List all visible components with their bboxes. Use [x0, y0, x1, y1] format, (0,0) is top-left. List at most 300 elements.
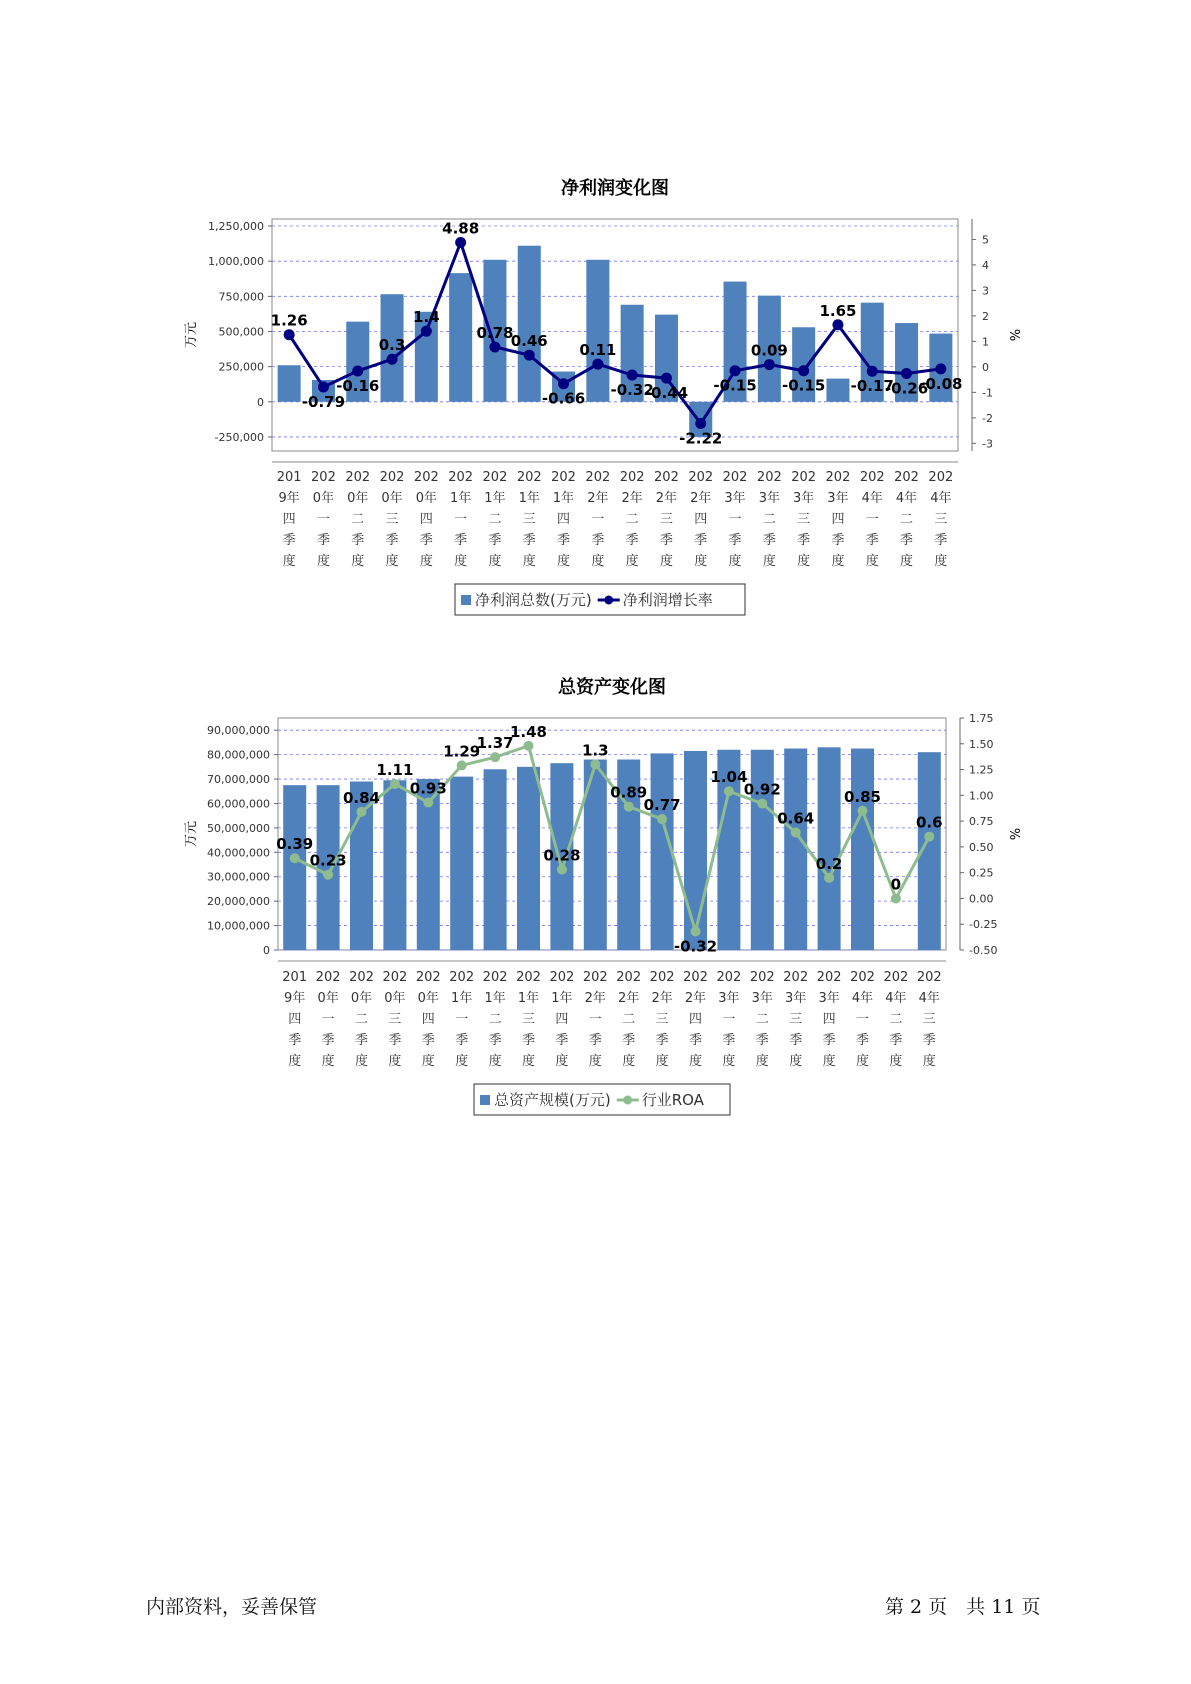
category-label: 2年: [618, 991, 640, 1006]
y2-axis-label: %: [1006, 827, 1021, 841]
category-label: 四: [688, 1012, 703, 1027]
category-label: 202: [311, 470, 336, 485]
category-label: 4年: [930, 491, 952, 506]
right-tick-label: 0: [982, 360, 989, 374]
left-tick-label: 60,000,000: [207, 797, 270, 811]
category-label: 季: [755, 1033, 769, 1048]
profit-point-18: [901, 368, 912, 379]
category-label: 1年: [551, 991, 573, 1006]
assets-data-label: 1.37: [476, 734, 514, 753]
chart-title: 总资产变化图: [558, 677, 666, 698]
category-label: 一: [454, 512, 468, 527]
category-label: 季: [288, 1033, 302, 1048]
category-label: 202: [382, 970, 408, 985]
category-label: 度: [321, 1054, 335, 1069]
legend-bar-label: 总资产规模(万元): [494, 1091, 611, 1109]
category-label: 202: [616, 970, 642, 985]
profit-bar-9: [586, 260, 609, 402]
category-label: 度: [588, 1054, 602, 1069]
category-label: 0年: [415, 491, 437, 506]
category-label: 1年: [484, 991, 506, 1006]
category-label: 度: [385, 554, 399, 569]
category-label: 202: [883, 970, 909, 985]
category-label: 度: [789, 1054, 803, 1069]
assets-point-7: [524, 741, 534, 751]
assets-point-18: [891, 893, 901, 903]
plot-area: [272, 219, 958, 451]
category-label: 度: [688, 1054, 703, 1069]
category-label: 度: [288, 1054, 302, 1069]
category-label: 二: [354, 1012, 369, 1027]
category-label: 季: [316, 533, 330, 548]
right-tick-label: 1: [982, 335, 989, 349]
profit-bar-16: [826, 379, 849, 402]
category-label: 三: [521, 1012, 536, 1027]
assets-data-label: 1.3: [582, 741, 609, 760]
profit-point-3: [387, 354, 398, 365]
profit-bar-7: [518, 246, 541, 402]
category-label: 季: [351, 533, 365, 548]
assets-point-8: [557, 865, 567, 875]
category-label: 度: [454, 554, 468, 569]
left-tick-label: 0: [257, 395, 264, 409]
category-label: 202: [894, 470, 919, 485]
category-label: 度: [755, 1054, 769, 1069]
left-tick-label: 250,000: [218, 360, 264, 374]
category-label: 二: [900, 512, 914, 527]
category-label: 四: [557, 512, 571, 527]
category-label: 一: [591, 512, 605, 527]
category-label: 一: [455, 1012, 469, 1027]
category-label: 季: [694, 533, 708, 548]
profit-data-label: 1.26: [270, 311, 308, 330]
category-label: 二: [889, 1012, 903, 1027]
assets-bar-6: [484, 769, 507, 950]
profit-data-label: 0.3: [378, 336, 406, 355]
profit-bar-5: [449, 273, 472, 402]
profit-data-label: 0.78: [476, 323, 514, 342]
category-label: 1年: [484, 491, 506, 506]
category-label: 度: [762, 554, 776, 569]
left-tick-label: 80,000,000: [207, 748, 270, 762]
assets-point-12: [691, 926, 701, 936]
category-label: 202: [850, 970, 875, 985]
category-label: 二: [622, 1012, 636, 1027]
assets-point-13: [724, 786, 734, 796]
assets-point-9: [590, 759, 600, 769]
category-label: 1年: [552, 491, 575, 506]
category-label: 202: [516, 470, 542, 485]
category-label: 一: [588, 1012, 602, 1027]
category-label: 202: [716, 970, 742, 985]
category-label: 季: [789, 1033, 803, 1048]
category-label: 3年: [793, 491, 815, 506]
category-label: 3年: [751, 991, 773, 1006]
category-label: 季: [521, 1033, 536, 1048]
category-label: 四: [282, 512, 296, 527]
right-tick-label: 2: [982, 309, 989, 323]
right-tick-label: -0.50: [969, 944, 998, 957]
category-label: 季: [762, 533, 776, 548]
assets-data-label: 0.84: [342, 788, 381, 807]
category-label: 季: [588, 1033, 602, 1048]
category-label: 度: [865, 554, 879, 569]
category-label: 4年: [885, 991, 907, 1006]
left-tick-label: 750,000: [218, 290, 264, 304]
category-label: 202: [756, 470, 782, 485]
y2-axis-label: %: [1006, 328, 1021, 342]
right-tick-label: 1.75: [969, 712, 994, 725]
right-tick-label: 1.25: [969, 763, 994, 777]
right-tick-label: 4: [982, 258, 989, 272]
category-label: 季: [622, 1033, 636, 1048]
assets-bar-7: [517, 767, 540, 950]
category-label: 季: [922, 1033, 936, 1048]
category-label: 2年: [651, 991, 673, 1006]
assets-point-5: [457, 760, 467, 770]
category-label: 度: [316, 554, 330, 569]
right-tick-label: 3: [982, 284, 989, 298]
profit-data-label: -0.08: [919, 374, 963, 393]
plot-area: [278, 718, 946, 950]
right-tick-label: 5: [982, 233, 989, 247]
category-label: 3年: [818, 991, 840, 1006]
category-label: 2年: [584, 991, 606, 1006]
category-label: 季: [488, 533, 502, 548]
category-label: 9年: [278, 491, 300, 506]
left-tick-label: 10,000,000: [207, 919, 270, 933]
category-label: 三: [385, 512, 399, 527]
profit-data-label: -0.15: [782, 376, 826, 395]
category-label: 度: [388, 1054, 402, 1069]
category-label: 度: [555, 1054, 569, 1069]
category-label: 季: [388, 1033, 402, 1048]
category-label: 度: [900, 554, 914, 569]
footer-confidential: 内部资料，妥善保管: [146, 1596, 318, 1618]
category-label: 一: [728, 512, 742, 527]
category-label: 3年: [724, 491, 746, 506]
category-label: 一: [722, 1012, 736, 1027]
legend-line-label: 行业ROA: [641, 1091, 704, 1109]
profit-data-label: 1.65: [819, 301, 857, 320]
profit-point-1: [318, 382, 329, 393]
category-label: 季: [455, 1033, 469, 1048]
profit-data-label: -0.44: [644, 384, 689, 403]
category-label: 202: [482, 470, 508, 485]
profit-data-label: -2.22: [679, 429, 723, 448]
category-label: 4年: [918, 991, 940, 1006]
category-label: 202: [482, 970, 508, 985]
category-label: 2年: [684, 991, 707, 1006]
category-label: 季: [488, 1033, 502, 1048]
right-tick-label: 0.00: [969, 892, 994, 906]
category-label: 季: [900, 533, 914, 548]
assets-point-16: [824, 873, 834, 883]
category-label: 度: [797, 554, 811, 569]
category-label: 三: [789, 1012, 803, 1027]
category-label: 9年: [284, 991, 306, 1006]
category-label: 0年: [312, 491, 335, 506]
category-label: 201: [282, 970, 308, 985]
profit-data-label: -0.16: [336, 376, 380, 395]
category-label: 季: [522, 533, 536, 548]
left-tick-label: 40,000,000: [207, 846, 270, 860]
profit-point-15: [798, 365, 809, 376]
profit-point-10: [627, 370, 638, 381]
category-label: 季: [321, 1033, 335, 1048]
category-label: 一: [321, 1012, 335, 1027]
assets-bar-15: [784, 749, 807, 950]
category-label: 0年: [350, 991, 373, 1006]
category-label: 季: [728, 533, 742, 548]
profit-point-8: [558, 378, 569, 389]
category-label: 度: [622, 1054, 636, 1069]
assets-point-14: [757, 799, 767, 809]
assets-point-17: [858, 806, 868, 816]
category-label: 季: [421, 1033, 435, 1048]
category-label: 季: [822, 1033, 836, 1048]
category-label: 一: [855, 1012, 870, 1027]
assets-point-11: [657, 814, 667, 824]
category-label: 0年: [384, 991, 406, 1006]
category-label: 二: [351, 512, 365, 527]
category-label: 202: [825, 470, 851, 485]
profit-data-label: -0.15: [713, 376, 757, 395]
profit-point-9: [592, 359, 603, 370]
profit-point-19: [935, 363, 946, 374]
category-label: 202: [791, 470, 817, 485]
assets-data-label: 0.2: [815, 854, 843, 873]
category-label: 季: [354, 1033, 369, 1048]
right-tick-label: -2: [982, 411, 993, 425]
right-tick-label: -1: [982, 386, 993, 400]
right-tick-label: 0.50: [969, 840, 994, 854]
category-label: 1年: [450, 491, 472, 506]
category-label: 度: [655, 1054, 669, 1069]
assets-point-2: [357, 807, 367, 817]
right-tick-label: 1.50: [969, 737, 994, 751]
category-label: 0年: [381, 491, 403, 506]
left-tick-label: 90,000,000: [207, 724, 270, 738]
category-label: 3年: [718, 991, 740, 1006]
category-label: 202: [551, 470, 576, 485]
assets-point-4: [423, 798, 433, 808]
category-label: 202: [688, 470, 714, 485]
left-tick-label: 1,250,000: [208, 220, 264, 234]
profit-data-label: -0.32: [610, 381, 654, 400]
category-label: 三: [655, 1012, 669, 1027]
category-label: 2年: [621, 491, 643, 506]
left-tick-label: -250,000: [214, 430, 264, 444]
legend-bar-swatch: [480, 1095, 490, 1105]
category-label: 度: [282, 554, 296, 569]
category-label: 季: [591, 533, 605, 548]
category-label: 度: [421, 1054, 435, 1069]
category-label: 202: [649, 970, 675, 985]
assets-bar-3: [383, 780, 406, 950]
category-label: 四: [421, 1012, 435, 1027]
category-label: 202: [585, 470, 611, 485]
profit-data-label: 1.4: [413, 308, 440, 327]
left-tick-label: 20,000,000: [207, 895, 270, 909]
category-label: 季: [688, 1033, 703, 1048]
category-label: 季: [831, 533, 845, 548]
assets-data-label: 0.77: [643, 796, 681, 815]
assets-data-label: 0: [890, 875, 902, 894]
category-label: 度: [855, 1054, 870, 1069]
category-label: 202: [379, 470, 405, 485]
assets-data-label: 0.23: [309, 851, 347, 870]
category-label: 二: [762, 512, 776, 527]
profit-point-11: [661, 373, 672, 384]
net-profit-chart: [184, 177, 1021, 615]
category-label: 季: [454, 533, 468, 548]
category-label: 度: [557, 554, 571, 569]
category-label: 度: [591, 554, 605, 569]
category-label: 度: [488, 554, 502, 569]
category-label: 度: [922, 1054, 936, 1069]
assets-bar-12: [684, 751, 707, 950]
category-label: 三: [934, 512, 948, 527]
legend-bar-swatch: [461, 595, 471, 605]
category-label: 202: [859, 470, 885, 485]
assets-data-label: 0.92: [743, 780, 781, 799]
category-label: 度: [728, 554, 742, 569]
profit-point-6: [489, 341, 500, 352]
right-tick-label: 0.25: [969, 866, 994, 880]
category-label: 202: [683, 970, 708, 985]
profit-point-13: [730, 365, 741, 376]
profit-data-label: 0.46: [510, 332, 548, 351]
assets-bar-16: [815, 747, 843, 950]
category-label: 3年: [758, 491, 780, 506]
profit-data-label: 0.11: [579, 341, 617, 360]
assets-bar-0: [283, 785, 306, 950]
assets-bar-5: [450, 777, 473, 950]
profit-data-label: 0.09: [750, 341, 788, 360]
category-label: 二: [488, 512, 502, 527]
category-label: 0年: [317, 991, 339, 1006]
assets-point-15: [791, 827, 801, 837]
footer-page-number: 第 2 页 共 11 页: [885, 1596, 1041, 1618]
category-label: 三: [522, 512, 536, 527]
left-tick-label: 50,000,000: [207, 821, 270, 835]
category-label: 度: [521, 1054, 536, 1069]
category-label: 四: [419, 512, 433, 527]
category-label: 度: [889, 1054, 903, 1069]
assets-data-label: 0.28: [543, 846, 581, 865]
category-label: 二: [755, 1012, 769, 1027]
left-tick-label: 30,000,000: [207, 870, 270, 884]
category-label: 季: [625, 533, 639, 548]
legend-line-marker: [604, 596, 613, 605]
left-tick-label: 500,000: [218, 325, 264, 339]
profit-data-label: 4.88: [442, 219, 480, 238]
category-label: 四: [822, 1012, 836, 1027]
category-label: 度: [831, 554, 845, 569]
category-label: 0年: [417, 991, 439, 1006]
category-label: 三: [659, 512, 673, 527]
right-tick-label: 1.00: [969, 789, 994, 803]
category-label: 202: [582, 970, 608, 985]
y-axis-label: 万元: [184, 321, 199, 349]
category-label: 度: [822, 1054, 836, 1069]
category-label: 季: [855, 1033, 870, 1048]
category-label: 202: [928, 470, 954, 485]
category-label: 三: [797, 512, 811, 527]
assets-data-label: 1.11: [376, 760, 414, 779]
profit-point-16: [832, 319, 843, 330]
category-label: 2年: [655, 491, 678, 506]
category-label: 季: [385, 533, 399, 548]
assets-data-label: 0.6: [916, 813, 943, 832]
profit-point-12: [695, 418, 706, 429]
left-tick-label: 1,000,000: [208, 255, 264, 269]
profit-point-4: [421, 326, 432, 337]
y-axis-label: 万元: [184, 820, 199, 848]
assets-data-label: 1.48: [509, 722, 548, 741]
assets-data-label: 0.89: [610, 783, 648, 802]
assets-point-1: [323, 870, 333, 880]
legend-line-marker: [623, 1096, 632, 1105]
assets-point-10: [624, 802, 634, 812]
category-label: 四: [694, 512, 708, 527]
category-label: 一: [316, 512, 330, 527]
assets-bar-11: [651, 753, 674, 950]
category-label: 度: [488, 1054, 502, 1069]
category-label: 四: [831, 512, 845, 527]
assets-data-label: 1.29: [443, 742, 481, 761]
category-label: 季: [797, 533, 811, 548]
category-label: 202: [345, 470, 371, 485]
legend-line-label: 净利润增长率: [622, 591, 713, 609]
left-tick-label: 0: [263, 944, 270, 957]
chart-title: 净利润变化图: [561, 178, 669, 199]
category-label: 2年: [587, 491, 609, 506]
profit-point-7: [524, 350, 535, 361]
category-label: 度: [659, 554, 673, 569]
profit-bar-0: [278, 365, 301, 402]
category-label: 季: [655, 1033, 669, 1048]
total-assets-chart: [184, 676, 1021, 1115]
category-label: 202: [816, 970, 842, 985]
category-label: 季: [889, 1033, 903, 1048]
category-label: 二: [625, 512, 639, 527]
assets-point-3: [390, 779, 400, 789]
category-label: 202: [315, 970, 341, 985]
category-label: 202: [516, 970, 541, 985]
assets-data-label: 0.39: [276, 835, 314, 854]
assets-bar-17: [851, 749, 874, 950]
category-label: 202: [783, 970, 809, 985]
category-label: 201: [276, 470, 302, 485]
assets-data-label: 0.93: [409, 779, 447, 798]
assets-data-label: 0.64: [777, 809, 815, 828]
category-label: 四: [288, 1012, 302, 1027]
category-label: 季: [659, 533, 673, 548]
category-label: 度: [455, 1054, 469, 1069]
category-label: 季: [722, 1033, 736, 1048]
category-label: 202: [449, 970, 475, 985]
assets-data-label: 0.85: [843, 787, 882, 806]
profit-point-5: [455, 237, 466, 248]
category-label: 202: [549, 970, 575, 985]
assets-data-label: 1.04: [710, 768, 748, 787]
category-label: 季: [934, 533, 948, 548]
category-label: 一: [865, 512, 879, 527]
category-label: 季: [557, 533, 571, 548]
category-label: 度: [694, 554, 708, 569]
